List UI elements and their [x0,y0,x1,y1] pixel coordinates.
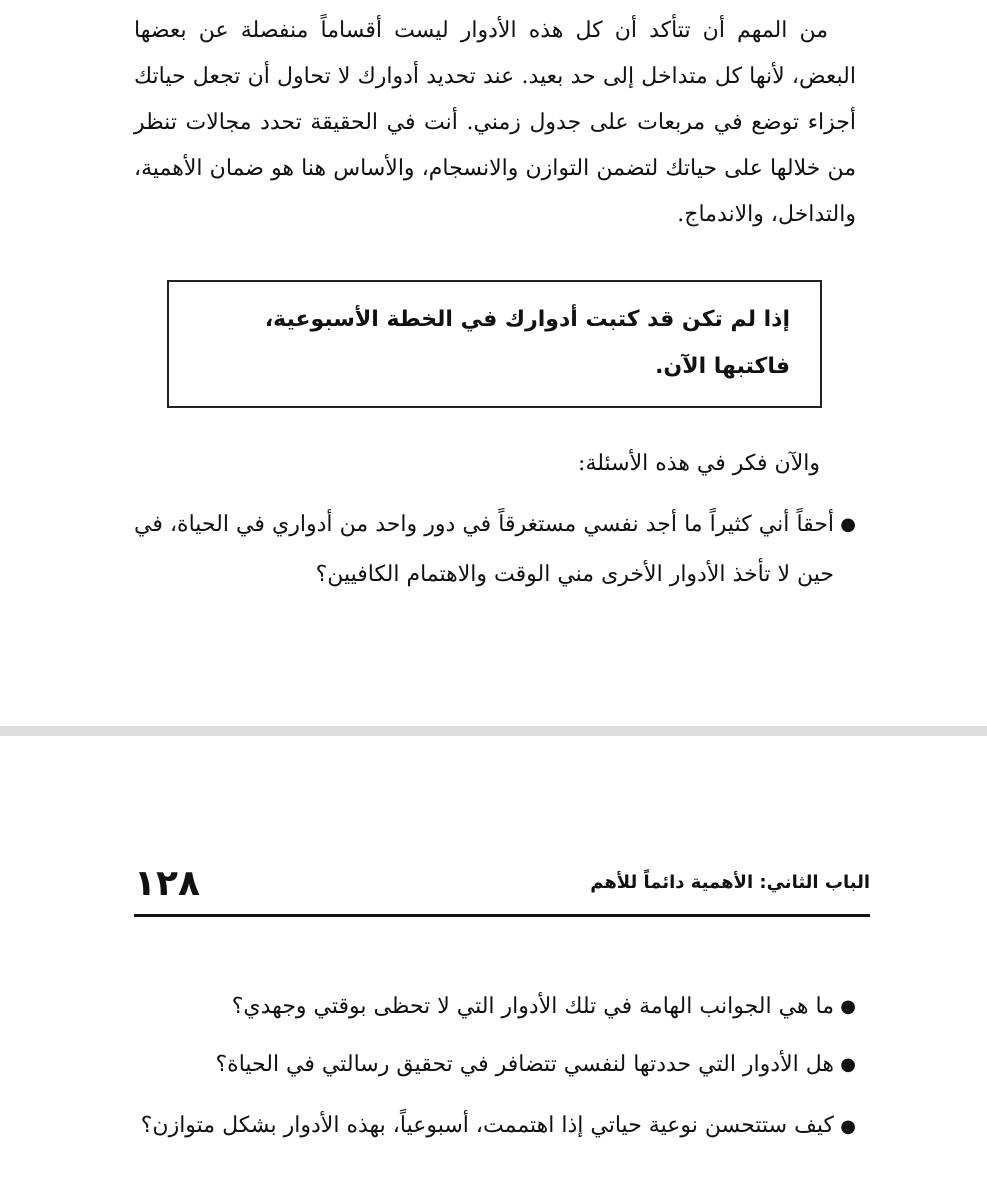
question-bullet-3 [134,1040,856,1090]
question-text: هل الأدوار التي حددتها لنفسي تتضافر في تحقيق رسالتي في الحياة؟ [215,1052,834,1077]
bottom-page [0,736,987,1200]
page-number: ١٢٨ [134,863,200,904]
question-text: كيف ستتحسن نوعية حياتي إذا اهتممت، أسبوعياً، بهذه الأدوار بشكل متوازن؟ [140,1113,834,1138]
question-text: أحقاً أني كثيراً ما أجد نفسي مستغرقاً في دور واحد من أدواري في الحياة، في حين لا تأخذ الأدوار الأخرى مني الوقت والاهتمام الكافيين؟ [134,512,834,587]
question-bullet-4 [134,1102,856,1149]
chapter-title: الباب الثاني: الأهمية دائماً للأهم [590,872,870,893]
bullet-dot-icon: ● [840,996,856,1017]
page-divider [0,726,987,736]
question-text: ما هي الجوانب الهامة في تلك الأدوار التي لا تحظى بوقتي وجهدي؟ [231,994,834,1019]
bullet-dot-icon: ● [840,1116,856,1137]
callout-box [167,280,822,408]
callout-line-2: فاكتبها الآن. [655,354,790,379]
intro-paragraph: من المهم أن تتأكد أن كل هذه الأدوار ليست أقساماً منفصلة عن بعضها البعض، لأنها كل متداخل إلى حد بعيد. عند تحديد أدوارك لا تحاول أن تجعل حياتك أجزاء توضع في مربعات على جدول زمني. أنت في الحقيقة تحدد مجالات تنظر من خلالها على حياتك لتضمن التوازن والانسجام، والأساس هنا هو ضمان الأهمية، والتداخل، والاندماج. [134,18,856,227]
question-bullet-2 [134,982,856,1032]
callout-line-1: إذا لم تكن قد كتبت أدوارك في الخطة الأسبوعية، [264,307,790,332]
questions-lead: والآن فكر في هذه الأسئلة: [578,451,820,476]
bullet-dot-icon: ● [840,514,856,535]
bullet-dot-icon: ● [840,1054,856,1075]
running-head [134,862,870,917]
question-bullet-1 [134,500,856,600]
